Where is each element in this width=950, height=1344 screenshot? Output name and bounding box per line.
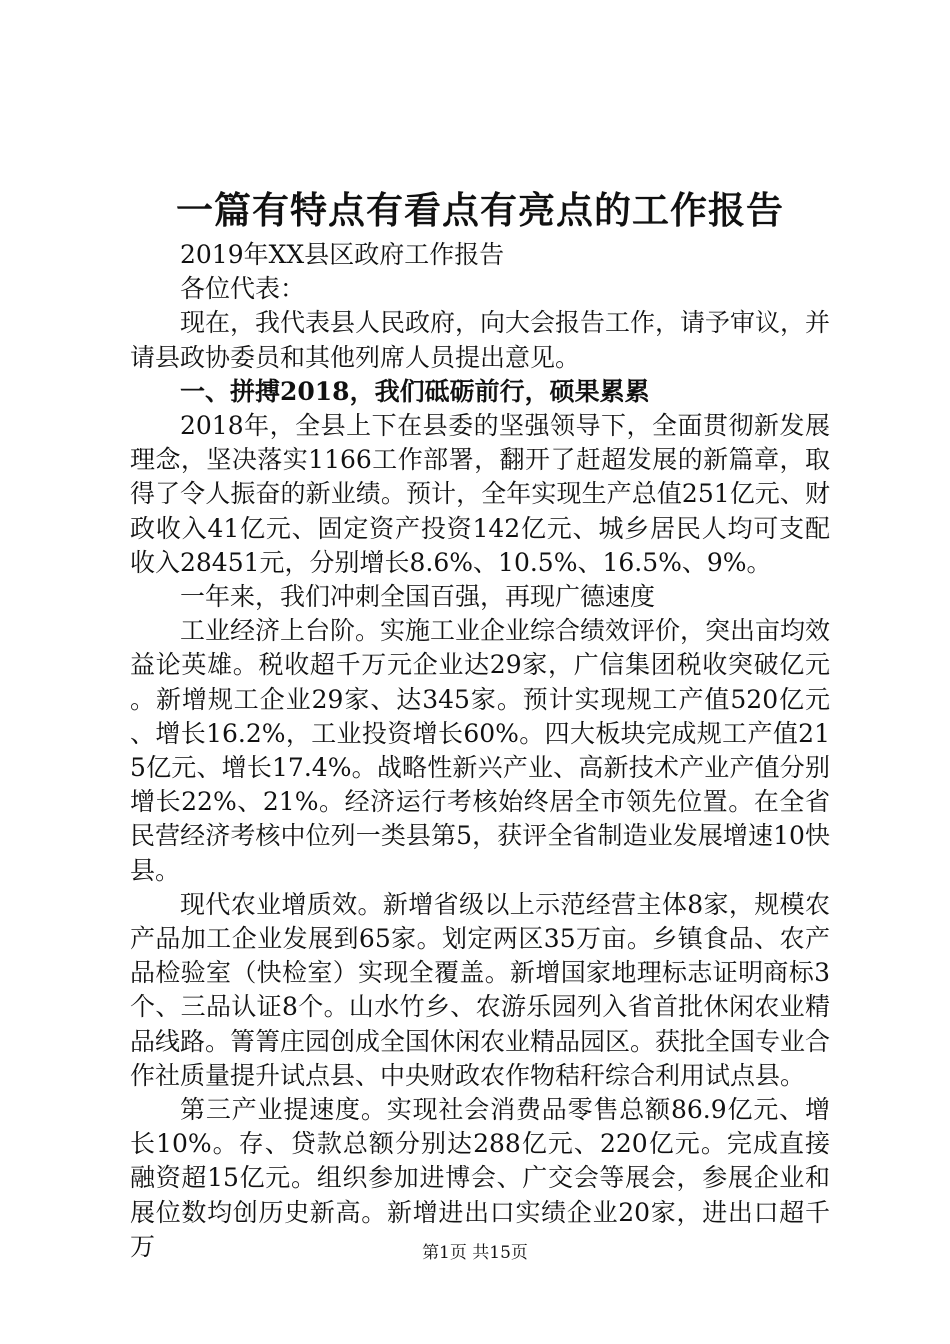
document-body [130, 238, 830, 1264]
paragraph-agriculture: 现代农业增质效。新增省级以上示范经营主体8家，规模农产品加工企业发展到65家。划定两区35万亩。乡镇食品、农产品检验室（快检室）实现全覆盖。新增国家地理标志证明商标3个、三品认证8个。山水竹乡、农游乐园列入省首批休闲农业精品线路。箐箐庄园创成全国休闲农业精品园区。获批全国专业合作社质量提升试点县、中央财政农作物秸秆综合利用试点县。 [130, 889, 831, 1090]
paragraph-opening: 现在，我代表县人民政府，向大会报告工作，请予审议，并请县政协委员和其他列席人员提出意见。 [130, 308, 831, 372]
paragraph-tertiary-industry: 第三产业提速度。实现社会消费品零售总额86.9亿元、增长10%。存、贷款总额分别达288亿元、220亿元。完成直接融资超15亿元。组织参加进博会、广交会等展会，参展企业和展位数均创历史新高。新增进出口实绩企业20家，进出口超千万 [130, 1095, 830, 1261]
paragraph-overview-2018: 2018年，全县上下在县委的坚强领导下，全面贯彻新发展理念，坚决落实1166工作部署，翻开了赶超发展的新篇章，取得了令人振奋的新业绩。预计，全年实现生产总值251亿元、财政收入41亿元、固定资产投资142亿元、城乡居民人均可支配收入28451元，分别增长8.6%、10.5%、16.5%、9%。 [130, 411, 830, 577]
section-heading-1: 一、拼搏2018，我们砥砺前行，硕果累累 [180, 376, 650, 406]
paragraph-salutation: 各位代表： [180, 274, 306, 304]
paragraph-subheading: 一年来，我们冲刺全国百强，再现广德速度 [180, 582, 656, 612]
page-footer: 第1页 共15页 [422, 1243, 528, 1263]
document-title: 一篇有特点有看点有亮点的工作报告 [176, 188, 784, 232]
paragraph-report-name: 2019年XX县区政府工作报告 [180, 240, 505, 269]
paragraph-industry: 工业经济上台阶。实施工业企业综合绩效评价，突出亩均效益论英雄。税收超千万元企业达29家，广信集团税收突破亿元。新增规工企业29家、达345家。预计实现规工产值520亿元、增长16.2%，工业投资增长60%。四大板块完成规工产值215亿元、增长17.4%。战略性新兴产业、高新技术产业产值分别增长22%、21%。经济运行考核始终居全市领先位置。在全省民营经济考核中位列一类县第5，获评全省制造业发展增速10快县。 [130, 616, 831, 885]
